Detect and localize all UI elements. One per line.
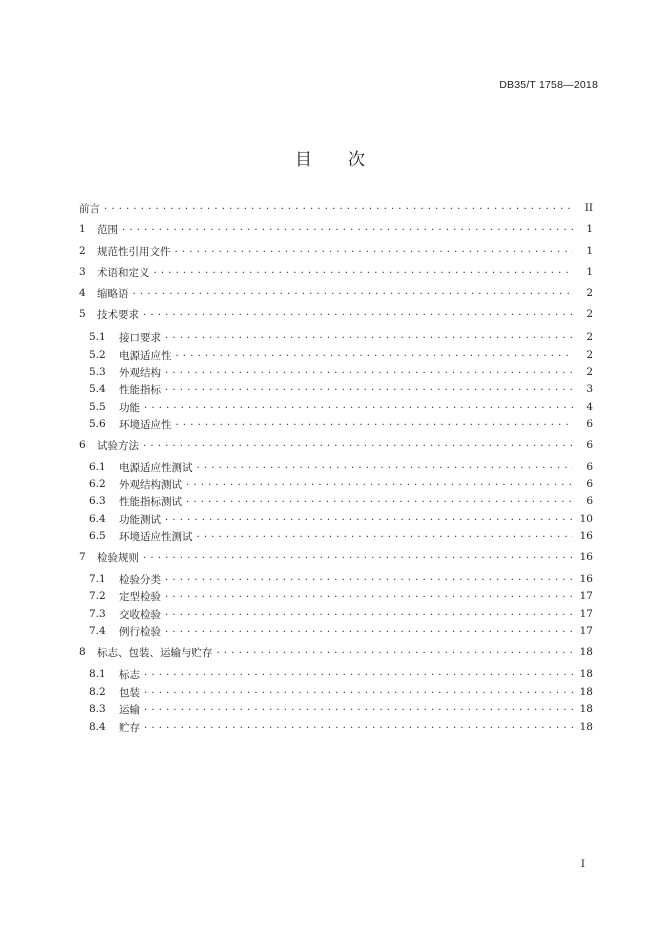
toc-entry-label: 功能 bbox=[119, 401, 140, 414]
toc-subentry[interactable] bbox=[89, 623, 593, 639]
toc-entry-number: 6.2 bbox=[89, 478, 106, 490]
toc-entry-number: 5.5 bbox=[89, 401, 106, 413]
toc-subentry[interactable] bbox=[89, 684, 593, 700]
toc-entry-number: 5.6 bbox=[89, 418, 106, 430]
page-number-footer: I bbox=[580, 858, 585, 870]
toc-subentry[interactable] bbox=[89, 571, 593, 587]
toc-entry-number: 5 bbox=[79, 308, 86, 320]
toc-entry-page: 18 bbox=[579, 646, 593, 658]
toc-entry-number: 7 bbox=[79, 551, 86, 563]
toc-subentry[interactable] bbox=[89, 476, 593, 492]
toc-entry-page: 16 bbox=[579, 551, 593, 563]
toc-entry-number: 8 bbox=[79, 646, 86, 658]
toc-entry-label: 接口要求 bbox=[119, 331, 161, 344]
toc-entry-page: 6 bbox=[586, 439, 593, 451]
toc-entry-label: 标志、包装、运输与贮存 bbox=[97, 646, 213, 659]
toc-entry-label: 外观结构 bbox=[119, 366, 161, 379]
toc-entry-page: 17 bbox=[579, 608, 593, 620]
toc-dot-leader bbox=[197, 529, 574, 543]
toc-dot-leader bbox=[165, 589, 573, 603]
toc-entry-page: II bbox=[584, 202, 593, 214]
toc-entry-number: 7.2 bbox=[89, 590, 106, 602]
toc-entry-number: 5.2 bbox=[89, 349, 106, 361]
toc-entry-label: 电源适应性测试 bbox=[119, 461, 193, 474]
toc-entry-page: 6 bbox=[586, 478, 593, 490]
toc-entry-page: 18 bbox=[579, 686, 593, 698]
toc-entry-number: 7.1 bbox=[89, 573, 106, 585]
toc-entry-page: 2 bbox=[586, 366, 593, 378]
toc-entry-page: 2 bbox=[586, 349, 593, 361]
toc-entry-page: 17 bbox=[579, 590, 593, 602]
toc-entry-number: 8.2 bbox=[89, 686, 106, 698]
toc-entry-page: 1 bbox=[586, 266, 593, 278]
toc-dot-leader bbox=[122, 222, 573, 236]
toc-subentry[interactable] bbox=[89, 399, 593, 415]
toc-entry-label: 定型检验 bbox=[119, 590, 161, 603]
toc-subentry[interactable] bbox=[89, 606, 593, 622]
toc-entry-page: 2 bbox=[586, 331, 593, 343]
toc-entry-number: 6.5 bbox=[89, 530, 106, 542]
toc-dot-leader bbox=[165, 572, 573, 586]
toc-entry-number: 6.1 bbox=[89, 461, 106, 473]
toc-entry-label: 性能指标测试 bbox=[119, 495, 182, 508]
toc-subentry[interactable] bbox=[89, 364, 593, 380]
toc-entry-label: 技术要求 bbox=[97, 308, 139, 321]
toc-entry-label: 功能测试 bbox=[119, 513, 161, 526]
toc-entry-label: 范围 bbox=[97, 223, 118, 236]
toc-entry-number: 6 bbox=[79, 439, 86, 451]
toc-dot-leader bbox=[144, 685, 573, 699]
toc-subentry[interactable] bbox=[89, 416, 593, 432]
toc-entry-label: 电源适应性 bbox=[119, 349, 172, 362]
toc-entry-page: 10 bbox=[579, 513, 593, 525]
toc-subentry[interactable] bbox=[89, 511, 593, 527]
toc-dot-leader bbox=[144, 667, 573, 681]
toc-dot-leader bbox=[165, 382, 573, 396]
toc-dot-leader bbox=[143, 438, 573, 452]
toc-entry-label: 例行检验 bbox=[119, 625, 161, 638]
toc-dot-leader bbox=[144, 400, 573, 414]
toc-entry-label: 包装 bbox=[119, 686, 140, 699]
toc-subentry[interactable] bbox=[89, 493, 593, 509]
toc-entry-label: 标志 bbox=[119, 668, 140, 681]
toc-entry-number: 4 bbox=[79, 287, 86, 299]
toc-subentry[interactable] bbox=[89, 701, 593, 717]
toc-entry-label: 性能指标 bbox=[119, 383, 161, 396]
toc-entry-page: 6 bbox=[586, 418, 593, 430]
toc-entry-page: 18 bbox=[579, 703, 593, 715]
toc-dot-leader bbox=[133, 286, 574, 300]
toc-entry-number: 8.4 bbox=[89, 721, 106, 733]
toc-dot-leader bbox=[143, 550, 573, 564]
toc-dot-leader bbox=[143, 307, 573, 321]
toc-entry-number: 5.4 bbox=[89, 383, 106, 395]
toc-entry-page: 1 bbox=[586, 223, 593, 235]
toc-entry-number: 2 bbox=[79, 245, 86, 257]
toc-dot-leader bbox=[165, 607, 573, 621]
toc-dot-leader bbox=[165, 512, 573, 526]
toc-subentry[interactable] bbox=[89, 666, 593, 682]
toc-entry[interactable] bbox=[79, 200, 593, 216]
toc-entry-label: 运输 bbox=[119, 703, 140, 716]
document-code: DB35/T 1758—2018 bbox=[499, 79, 598, 91]
toc-entry-label: 交收检验 bbox=[119, 608, 161, 621]
toc-entry[interactable] bbox=[79, 644, 593, 660]
toc-entry-number: 8.1 bbox=[89, 668, 106, 680]
toc-subentry[interactable] bbox=[89, 719, 593, 735]
toc-entry-number: 5.3 bbox=[89, 366, 106, 378]
toc-subentry[interactable] bbox=[89, 459, 593, 475]
toc-entry-page: 16 bbox=[579, 573, 593, 585]
toc-entry-label: 缩略语 bbox=[97, 287, 129, 300]
toc-entry-label: 外观结构测试 bbox=[119, 478, 182, 491]
toc-entry[interactable] bbox=[79, 221, 593, 237]
toc-entry[interactable] bbox=[79, 306, 593, 322]
toc-dot-leader bbox=[186, 477, 573, 491]
toc-entry[interactable] bbox=[79, 243, 593, 259]
toc-entry[interactable] bbox=[79, 549, 593, 565]
toc-dot-leader bbox=[165, 365, 573, 379]
toc-entry-label: 术语和定义 bbox=[97, 266, 150, 279]
toc-subentry[interactable] bbox=[89, 528, 593, 544]
toc-entry-label: 试验方法 bbox=[97, 439, 139, 452]
toc-title bbox=[0, 145, 662, 170]
toc-dot-leader bbox=[144, 720, 573, 734]
toc-entry-label: 检验分类 bbox=[119, 573, 161, 586]
toc-entry-number: 7.4 bbox=[89, 625, 106, 637]
toc-dot-leader bbox=[175, 244, 574, 258]
toc-subentry[interactable] bbox=[89, 329, 593, 345]
toc-dot-leader bbox=[144, 702, 573, 716]
toc-entry-number: 6.4 bbox=[89, 513, 106, 525]
toc-entry-label: 前言 bbox=[79, 202, 100, 215]
toc-entry-label: 环境适应性测试 bbox=[119, 530, 193, 543]
toc-subentry[interactable] bbox=[89, 588, 593, 604]
toc-title-right: 次 bbox=[348, 150, 367, 170]
toc-entry-page: 3 bbox=[586, 383, 593, 395]
toc-entry[interactable] bbox=[79, 437, 593, 453]
toc-entry-page: 17 bbox=[579, 625, 593, 637]
toc-entry-number: 5.1 bbox=[89, 331, 106, 343]
toc-entry[interactable] bbox=[79, 264, 593, 280]
toc-entry-number: 1 bbox=[79, 223, 86, 235]
toc-dot-leader bbox=[104, 201, 573, 215]
toc-entry-number: 3 bbox=[79, 266, 86, 278]
toc-entry-page: 16 bbox=[579, 530, 593, 542]
toc-entry-page: 2 bbox=[586, 308, 593, 320]
toc-entry-page: 6 bbox=[586, 461, 593, 473]
toc-dot-leader bbox=[165, 330, 573, 344]
toc-subentry[interactable] bbox=[89, 381, 593, 397]
toc-subentry[interactable] bbox=[89, 347, 593, 363]
toc-entry-label: 检验规则 bbox=[97, 551, 139, 564]
toc-entry[interactable] bbox=[79, 285, 593, 301]
toc-dot-leader bbox=[176, 417, 574, 431]
toc-dot-leader bbox=[197, 460, 574, 474]
toc-entry-page: 18 bbox=[579, 721, 593, 733]
toc-entry-number: 8.3 bbox=[89, 703, 106, 715]
toc-entry-page: 2 bbox=[586, 287, 593, 299]
toc-entry-page: 18 bbox=[579, 668, 593, 680]
toc-dot-leader bbox=[186, 494, 573, 508]
toc-dot-leader bbox=[176, 348, 574, 362]
toc-entry-page: 4 bbox=[586, 401, 593, 413]
toc-entry-number: 6.3 bbox=[89, 495, 106, 507]
toc-dot-leader bbox=[154, 265, 574, 279]
toc-entry-label: 贮存 bbox=[119, 721, 140, 734]
toc-dot-leader bbox=[165, 624, 573, 638]
toc-entry-label: 规范性引用文件 bbox=[97, 245, 171, 258]
toc-entry-page: 1 bbox=[586, 245, 593, 257]
toc-entry-page: 6 bbox=[586, 495, 593, 507]
toc-title-left: 目 bbox=[295, 150, 314, 170]
toc-dot-leader bbox=[217, 645, 574, 659]
toc-entry-number: 7.3 bbox=[89, 608, 106, 620]
toc-entry-label: 环境适应性 bbox=[119, 418, 172, 431]
